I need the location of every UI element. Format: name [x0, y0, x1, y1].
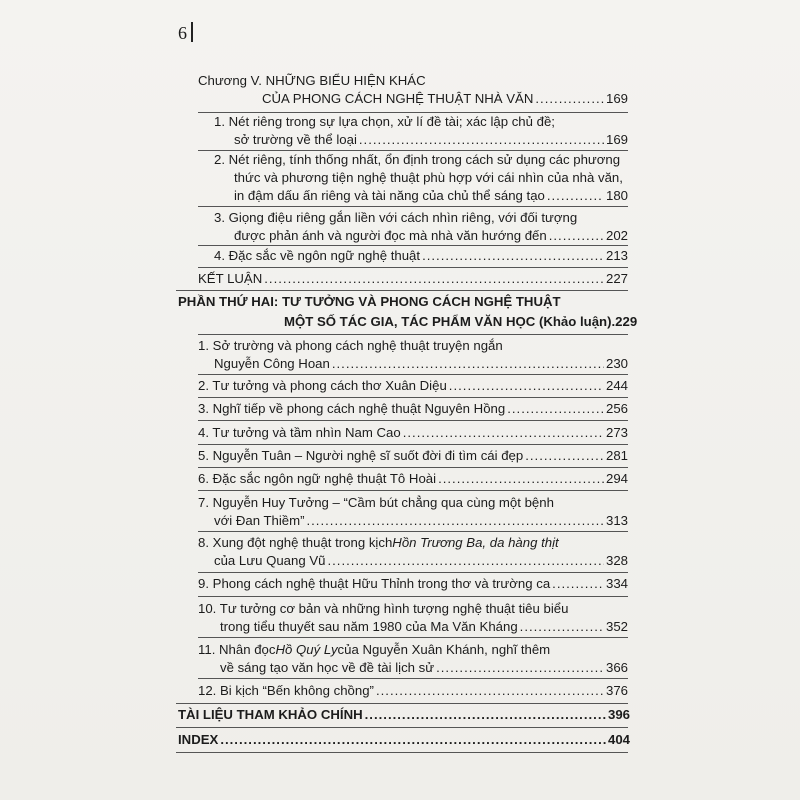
part2-title-line1: PHẦN THỨ HAI: TƯ TƯỞNG VÀ PHONG CÁCH NGHỆ THUẬT [178, 294, 561, 309]
divider [176, 703, 628, 704]
page-number: 6 [178, 22, 193, 44]
toc-entry [214, 247, 628, 265]
divider [176, 752, 628, 753]
chapter5-page: 169 [605, 91, 628, 106]
toc-entry-text: 4. Tư tưởng và tầm nhìn Nam Cao [198, 425, 401, 440]
toc-entry-text: 1. Nét riêng trong sự lựa chọn, xử lí đề tài; xác lập chủ đề; [214, 114, 555, 129]
conclusion-label: KẾT LUẬN [198, 271, 263, 286]
leader-dots [520, 618, 604, 636]
divider [198, 596, 628, 597]
divider [198, 637, 628, 638]
toc-entry [214, 113, 628, 149]
divider [198, 206, 628, 207]
toc-entry-page: 273 [605, 425, 628, 440]
leader-dots [549, 227, 604, 245]
leader-dots [438, 470, 604, 488]
toc-entry [198, 337, 628, 373]
index-page: 404 [607, 732, 630, 747]
divider [198, 267, 628, 268]
divider [198, 467, 628, 468]
toc-entry-page: 213 [605, 248, 628, 263]
toc-entry-text: của Lưu Quang Vũ [214, 553, 326, 568]
index-entry [178, 731, 630, 749]
toc-entry [198, 447, 628, 465]
toc-entry-page: 244 [605, 378, 628, 393]
toc-entry-text: được phản ánh và người đọc mà nhà văn hướng đến [234, 228, 547, 243]
leader-dots [403, 424, 604, 442]
leader-dots [436, 659, 604, 677]
toc-entry-text: Nguyễn Công Hoan [214, 356, 330, 371]
chapter5-heading [198, 72, 628, 108]
toc-entry-page: 230 [605, 356, 628, 371]
references-label: TÀI LIỆU THAM KHẢO CHÍNH [178, 707, 363, 722]
leader-dots [547, 187, 604, 205]
leader-dots [552, 575, 604, 593]
divider [198, 334, 628, 335]
divider [176, 727, 628, 728]
toc-entry-text: thức và phương tiện nghệ thuật phù hợp với cái nhìn của nhà văn, [234, 170, 623, 185]
toc-entry-text: 1. Sở trường và phong cách nghệ thuật truyện ngắn [198, 338, 503, 353]
divider [198, 572, 628, 573]
leader-dots [327, 552, 604, 570]
leader-dots [507, 400, 604, 418]
divider [198, 678, 628, 679]
toc-entry [198, 534, 628, 570]
leader-dots [535, 90, 604, 108]
toc-entry-italic-title: Hồ Quý Ly [275, 642, 338, 657]
toc-entry [198, 494, 628, 530]
part2-page: .229 [611, 314, 638, 329]
leader-dots [365, 706, 606, 724]
leader-dots [525, 447, 604, 465]
leader-dots [264, 270, 604, 288]
chapter5-title-line1: Chương V. NHỮNG BIỂU HIỆN KHÁC [198, 73, 426, 88]
toc-entry-italic-title: Hồn Trương Ba, da hàng thịt [392, 535, 559, 550]
toc-entry [198, 377, 628, 395]
divider [198, 245, 628, 246]
toc-entry-text: 6. Đặc sắc ngôn ngữ nghệ thuật Tô Hoài [198, 471, 437, 486]
divider [198, 531, 628, 532]
toc-entry-page: 328 [605, 553, 628, 568]
toc-entry-text: 5. Nguyễn Tuân – Người nghệ sĩ suốt đời đi tìm cái đẹp [198, 448, 524, 463]
toc-entry-text: 2. Tư tưởng và phong cách thơ Xuân Diệu [198, 378, 447, 393]
toc-entry-text: 8. Xung đột nghệ thuật trong kịch [198, 535, 393, 550]
toc-entry-text: trong tiểu thuyết sau năm 1980 của Ma Văn Kháng [220, 619, 518, 634]
toc-entry-page: 376 [605, 683, 628, 698]
references-page: 396 [607, 707, 630, 722]
leader-dots [359, 131, 604, 149]
toc-entry-page: 294 [605, 471, 628, 486]
toc-entry-page: 366 [605, 660, 628, 675]
toc-entry-text: 3. Nghĩ tiếp về phong cách nghệ thuật Nguyên Hồng [198, 401, 506, 416]
toc-entry-text: 3. Giọng điệu riêng gắn liền với cách nhìn riêng, với đối tượng [214, 210, 578, 225]
leader-dots [449, 377, 604, 395]
toc-entry-page: 169 [605, 132, 628, 147]
divider [176, 290, 628, 291]
references-entry [178, 706, 630, 724]
toc-entry [198, 682, 628, 700]
toc-entry-text: 7. Nguyễn Huy Tưởng – “Cầm bút chẳng qua cùng một bệnh [198, 495, 554, 510]
toc-entry-page: 202 [605, 228, 628, 243]
toc-entry-page: 281 [605, 448, 628, 463]
divider [198, 490, 628, 491]
leader-dots [220, 731, 606, 749]
divider [198, 444, 628, 445]
conclusion-page: 227 [605, 271, 628, 286]
toc-entry [198, 470, 628, 488]
leader-dots [332, 355, 604, 373]
chapter5-title-line2: CỦA PHONG CÁCH NGHỆ THUẬT NHÀ VĂN [262, 91, 534, 106]
divider [198, 397, 628, 398]
toc-entry [214, 151, 628, 205]
divider [198, 374, 628, 375]
toc-entry-text: về sáng tạo văn học về đề tài lịch sử [220, 660, 435, 675]
toc-entry-page: 313 [605, 513, 628, 528]
toc-entry-text: in đậm dấu ấn riêng và tài năng của chủ thể sáng tạo [234, 188, 545, 203]
toc-entry-page: 180 [605, 188, 628, 203]
part2-heading [178, 293, 638, 331]
toc-entry-text: 4. Đặc sắc về ngôn ngữ nghệ thuật [214, 248, 421, 263]
toc-entry [198, 641, 628, 677]
toc-entry-text: 12. Bi kịch “Bến không chồng” [198, 683, 374, 698]
divider [198, 420, 628, 421]
leader-dots [306, 512, 604, 530]
toc-entry [198, 575, 628, 593]
toc-entry-text: của Nguyễn Xuân Khánh, nghĩ thêm [337, 642, 551, 657]
toc-entry-page: 256 [605, 401, 628, 416]
toc-entry [214, 209, 628, 245]
toc-entry-text: 11. Nhân đọc [198, 642, 276, 657]
toc-entry-page: 334 [605, 576, 628, 591]
toc-entry-text: với Đan Thiềm” [214, 513, 305, 528]
toc-entry [198, 600, 628, 636]
toc-entry [198, 424, 628, 442]
toc-entry-text: sở trường về thể loại [234, 132, 357, 147]
leader-dots [422, 247, 604, 265]
leader-dots [376, 682, 604, 700]
toc-entry-text: 10. Tư tưởng cơ bản và những hình tượng nghệ thuật tiêu biểu [198, 601, 569, 616]
toc-entry-page: 352 [605, 619, 628, 634]
conclusion-entry [198, 270, 628, 288]
index-label: INDEX [178, 732, 219, 747]
part2-title-line2: MỘT SỐ TÁC GIA, TÁC PHẨM VĂN HỌC (Khảo luận) [284, 314, 612, 329]
toc-entry-text: 2. Nét riêng, tính thống nhất, ổn định trong cách sử dụng các phương [214, 152, 621, 167]
toc-entry-text: 9. Phong cách nghệ thuật Hữu Thỉnh trong thơ và trường ca [198, 576, 551, 591]
toc-entry [198, 400, 628, 418]
